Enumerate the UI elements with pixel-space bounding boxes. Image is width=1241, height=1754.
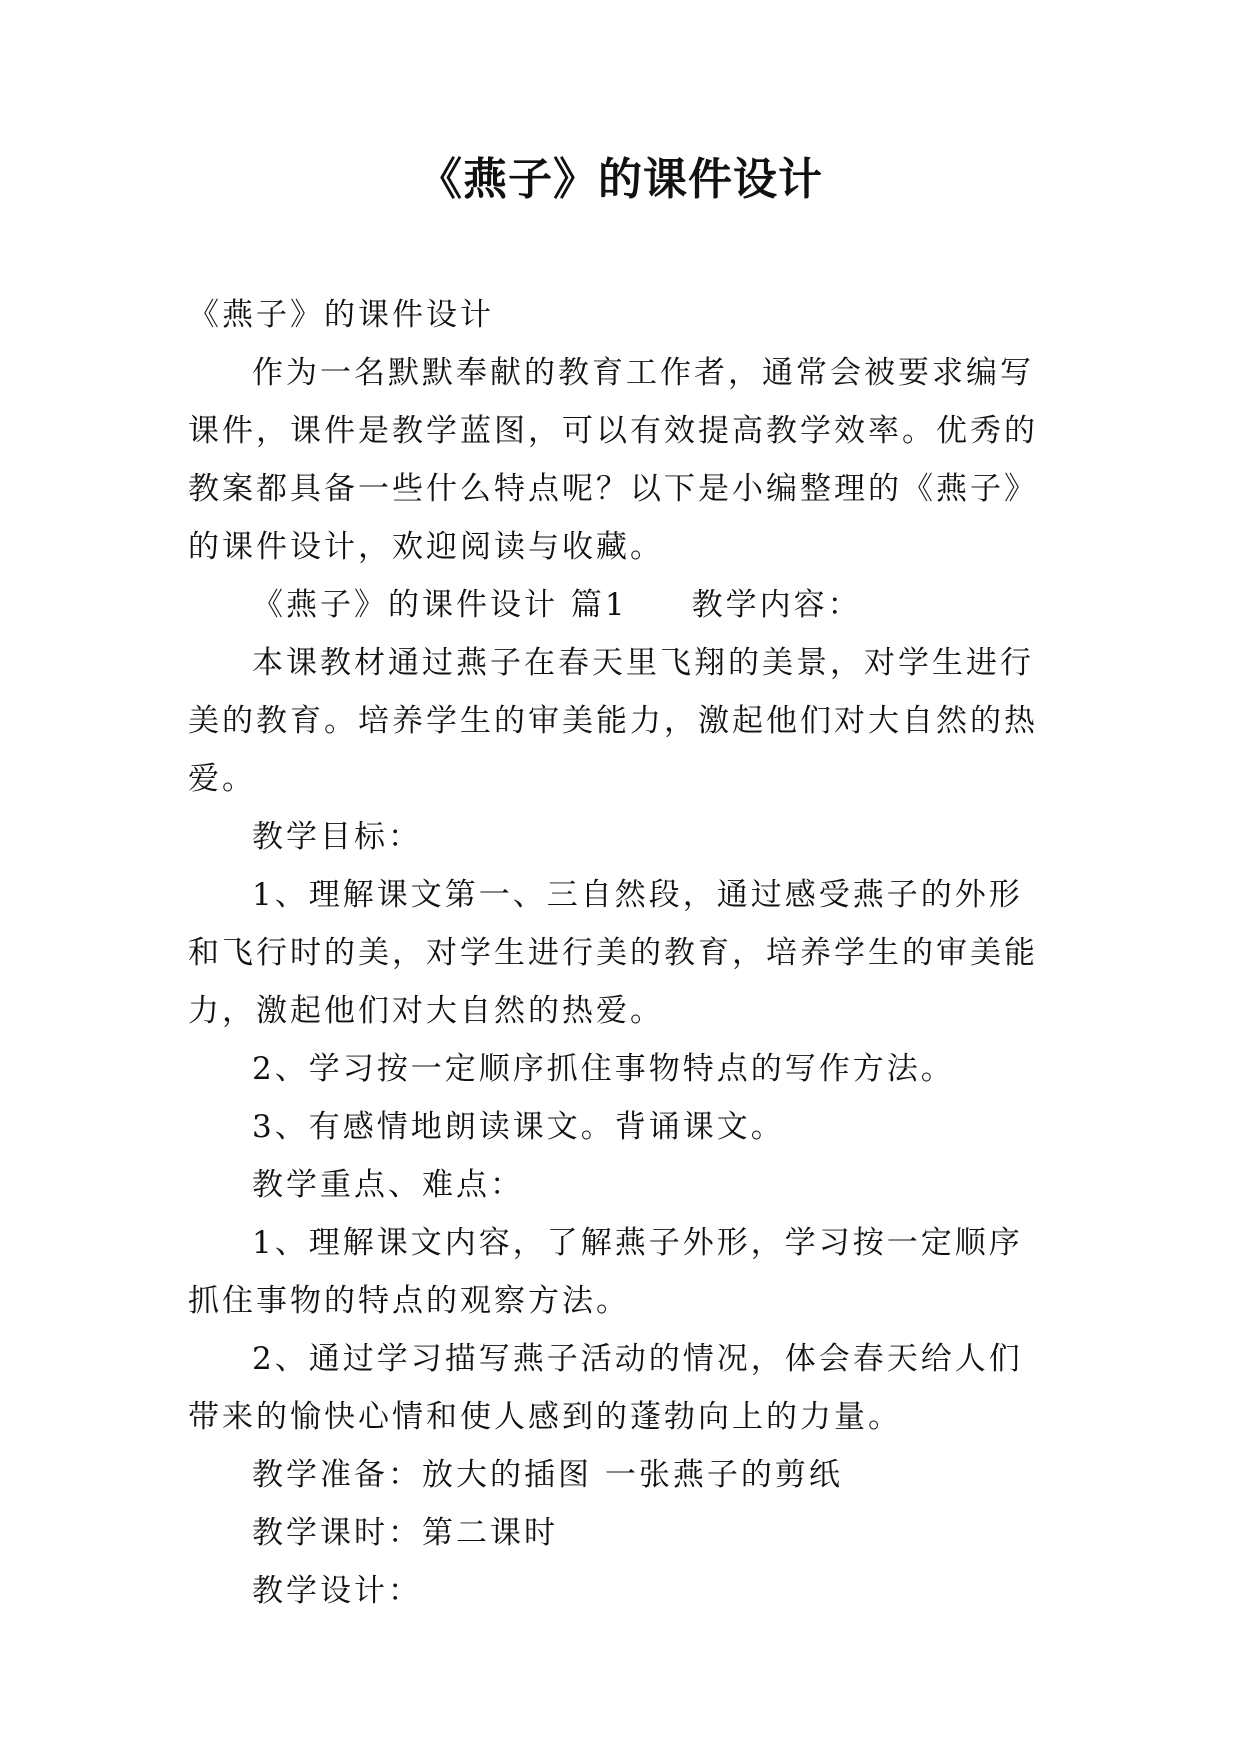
teaching-period: 教学课时：第二课时 <box>252 1515 558 1551</box>
intro-paragraph: 作为一名默默奉献的教育工作者，通常会被要求编写课件，课件是教学蓝图，可以有效提高教学效率。优秀的教案都具备一些什么特点呢？以下是小编整理的《燕子》的课件设计，欢迎阅读与收藏。 <box>188 355 1038 565</box>
teaching-preparation: 教学准备：放大的插图 一张燕子的剪纸 <box>252 1457 843 1493</box>
teaching-design-heading: 教学设计： <box>252 1573 422 1609</box>
teaching-content-label: 教学内容： <box>691 587 862 623</box>
subtitle-paragraph: 《燕子》的课件设计 <box>188 297 494 333</box>
goal-item-3: 3、有感情地朗读课文。背诵课文。 <box>252 1109 785 1145</box>
document-title: 《燕子》的课件设计 <box>418 154 823 205</box>
document-body <box>188 286 1056 1620</box>
teaching-content-paragraph: 本课教材通过燕子在春天里飞翔的美景，对学生进行美的教育。培养学生的审美能力，激起他们对大自然的热爱。 <box>188 645 1038 797</box>
section-title: 《燕子》的课件设计 篇1 <box>252 587 628 623</box>
goal-item-1: 1、理解课文第一、三自然段，通过感受燕子的外形和飞行时的美，对学生进行美的教育，培养学生的审美能力，激起他们对大自然的热爱。 <box>188 877 1038 1029</box>
section-heading-paragraph <box>188 576 1056 634</box>
key-points-heading: 教学重点、难点： <box>252 1167 524 1203</box>
key-point-item-1: 1、理解课文内容，了解燕子外形，学习按一定顺序抓住事物的特点的观察方法。 <box>188 1225 1023 1319</box>
teaching-goals-heading: 教学目标： <box>252 819 422 855</box>
goal-item-2: 2、学习按一定顺序抓住事物特点的写作方法。 <box>252 1051 955 1087</box>
key-point-item-2: 2、通过学习描写燕子活动的情况，体会春天给人们带来的愉快心情和使人感到的蓬勃向上的力量。 <box>188 1341 1023 1435</box>
